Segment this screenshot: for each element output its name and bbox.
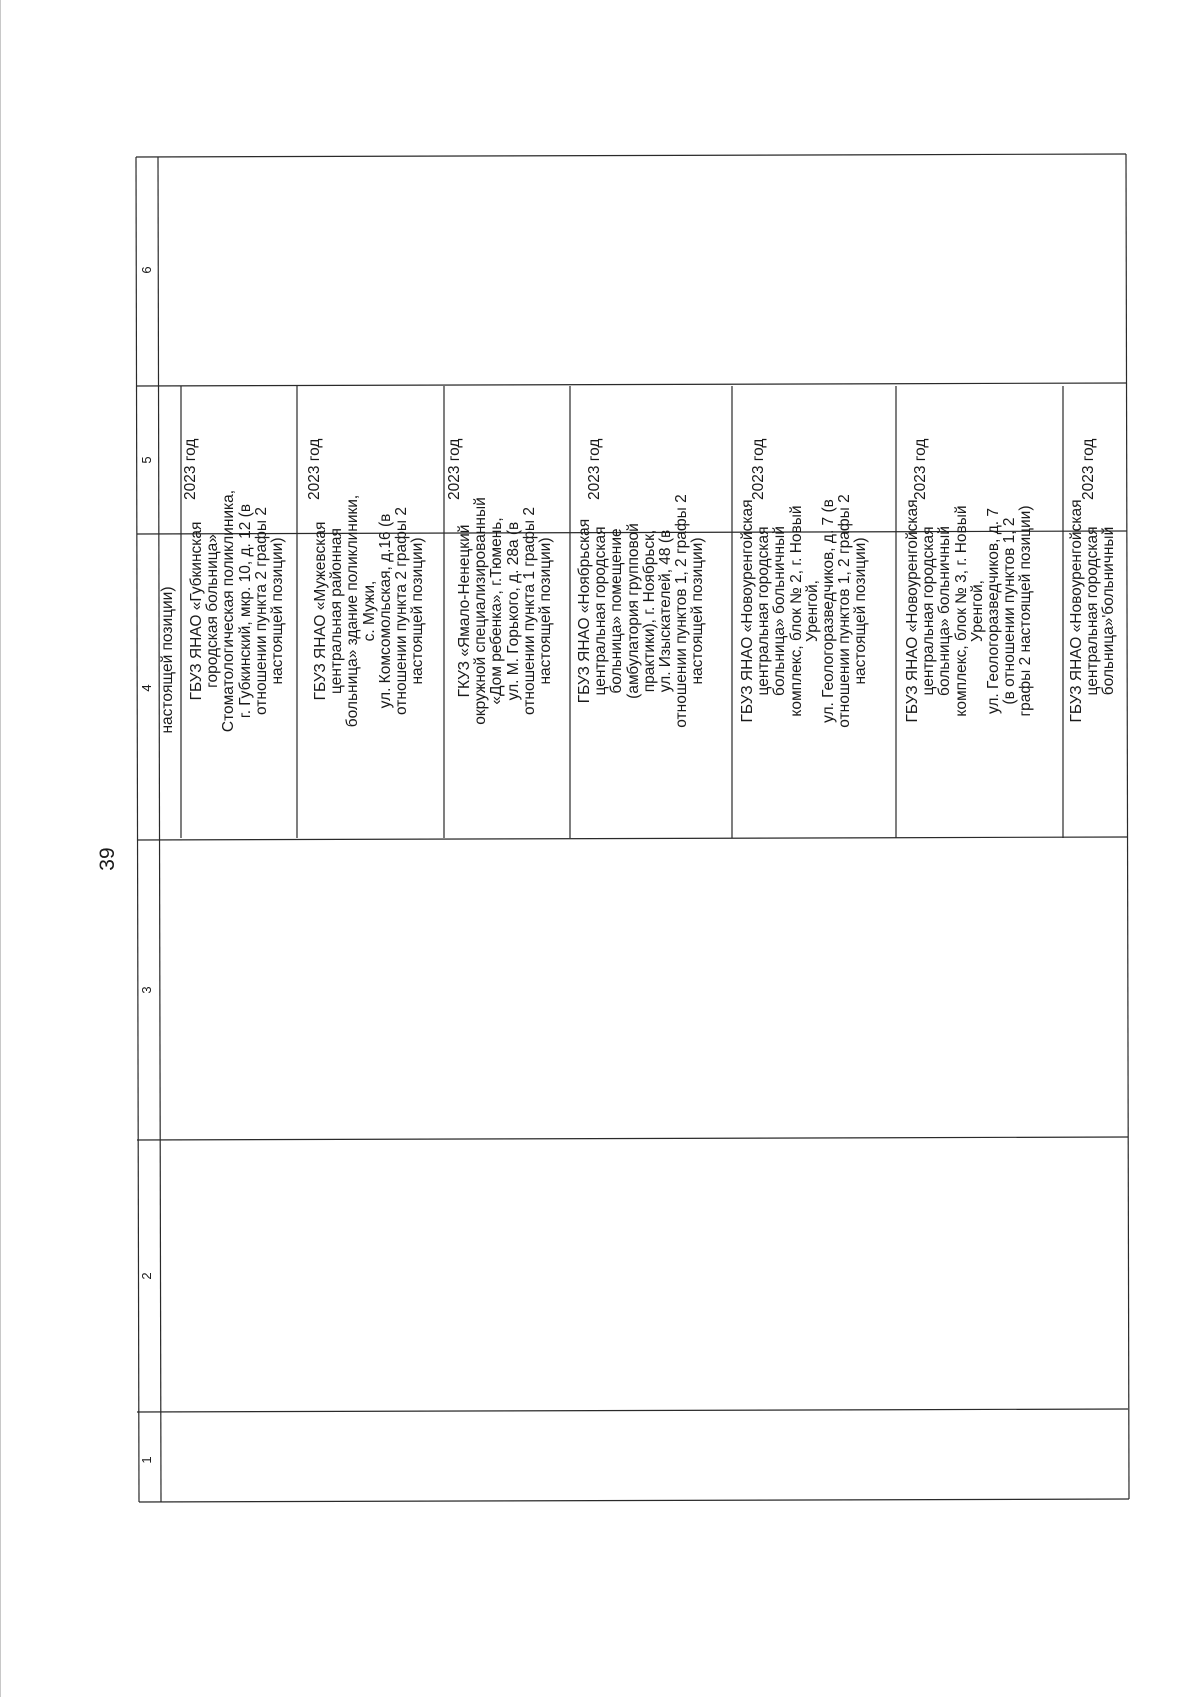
table-row-2-org: ГБУЗ ЯНАО «Мужевская центральная районная больница» здание поликлиники, с. Мужи, ул. Комсомольская, д.16 (в отношении пункта 2 графы 2 настоящей позиции) bbox=[312, 494, 427, 728]
table-row-2-year: 2023 год bbox=[306, 438, 323, 500]
table-row-5-org: ГБУЗ ЯНАО «Новоуренгойская центральная городская больница» больничный комплекс, блок № 2, г. Новый Уренгой, ул. Геологоразведчиков, д. 7 (в отношении пунктов 1, 2 графы 2 настоящей позиции) bbox=[739, 494, 870, 728]
column-number-1: 1 bbox=[139, 1456, 154, 1464]
column-number-6: 6 bbox=[139, 266, 154, 274]
column-number-3: 3 bbox=[139, 986, 154, 994]
col-sep-3-4 bbox=[137, 837, 1127, 840]
table-row-5-year: 2023 год bbox=[750, 438, 767, 500]
table-row-1-org: ГБУЗ ЯНАО «Губкинская городская больница» Стоматологическая поликлиника, г. Губкинский, мкр. 10, д. 12 (в отношении пункта 2 графы 2 настоящей позиции) bbox=[188, 489, 287, 733]
table-row-7-year: 2023 год bbox=[1080, 438, 1097, 500]
table-row-3-org: ГКУЗ «Ямало-Ненецкий окружной специализированный «Дом ребенка», г.Тюмень, ул. М. Горького, д. 28а (в отношении пункта 1 графы 2 настоящей позиции) bbox=[456, 497, 555, 725]
col-sep-1-2 bbox=[137, 1409, 1128, 1412]
table-row-4-org: ГБУЗ ЯНАО «Ноябрьская центральная городская больница» помещение (амбулатория групповой практики), г. Ноябрьск, ул. Изыскателей, 48 (в отношении пунктов 1, 2 графы 2 настоящей позиции) bbox=[576, 494, 707, 728]
col-sep-2-3 bbox=[137, 1137, 1128, 1140]
table-row-6-year: 2023 год bbox=[912, 438, 929, 500]
table-row-4-year: 2023 год bbox=[586, 438, 603, 500]
table-row-1-year: 2023 год bbox=[182, 438, 199, 500]
table-border-right bbox=[1126, 154, 1129, 1499]
table-row-0-org: настоящей позиции) bbox=[159, 586, 176, 734]
table-border-left bbox=[136, 157, 139, 1502]
table-row-6-org: ГБУЗ ЯНАО «Новоуренгойская центральная городская больница» больничный комплекс, блок № 3, г. Новый Уренгой, ул. Геологоразведчиков, д. 7 (в отношении пунктов 1, 2 графы 2 настоящей позиции) bbox=[904, 499, 1035, 723]
table-row-3-year: 2023 год bbox=[446, 438, 463, 500]
column-number-2: 2 bbox=[139, 1272, 154, 1280]
column-number-4: 4 bbox=[139, 684, 154, 692]
page-number: 39 bbox=[96, 847, 119, 871]
column-number-5: 5 bbox=[139, 456, 154, 464]
table-row-7-org: ГБУЗ ЯНАО «Новоуренгойская центральная городская больница»'больничный bbox=[1068, 499, 1118, 723]
table-border-top bbox=[136, 154, 1126, 157]
table-border-bottom bbox=[139, 1499, 1129, 1502]
